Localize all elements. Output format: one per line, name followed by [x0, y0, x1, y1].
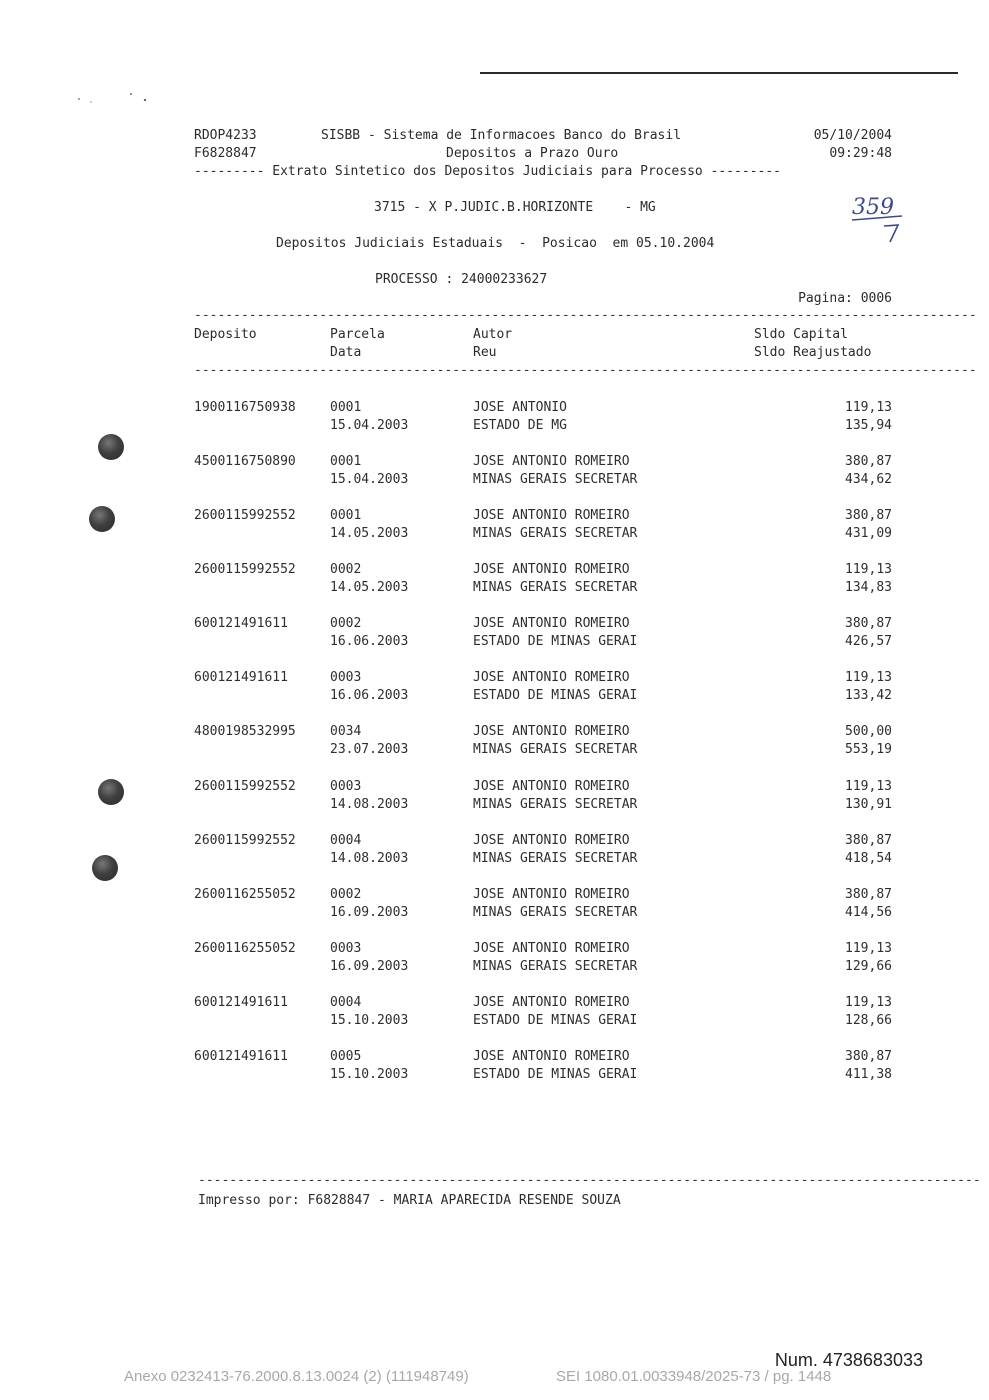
punch-hole [98, 434, 124, 460]
date: 14.08.2003 [330, 851, 409, 866]
capital-balance: 119,13 [845, 670, 892, 685]
defendant: MINAS GERAIS SECRETAR [473, 851, 638, 866]
defendant: MINAS GERAIS SECRETAR [473, 959, 638, 974]
page-number: Pagina: 0006 [798, 291, 892, 306]
author: JOSE ANTONIO ROMEIRO [473, 616, 630, 631]
parcel: 0003 [330, 779, 362, 794]
adjusted-balance: 129,66 [845, 959, 892, 974]
handwritten-number: 359 [852, 195, 894, 220]
court-line: 3715 - X P.JUDIC.B.HORIZONTE - MG [374, 200, 656, 215]
scan-specks [75, 90, 155, 110]
parcel: 0001 [330, 400, 362, 415]
defendant: ESTADO DE MINAS GERAI [473, 1067, 638, 1082]
col-sldo-capital: Sldo Capital [754, 327, 848, 342]
capital-balance: 119,13 [845, 995, 892, 1010]
capital-balance: 380,87 [845, 454, 892, 469]
document-number: Num. 4738683033 [774, 1350, 923, 1370]
parcel: 0003 [330, 941, 362, 956]
defendant: ESTADO DE MINAS GERAI [473, 1013, 638, 1028]
adjusted-balance: 434,62 [845, 472, 892, 487]
date: 16.09.2003 [330, 905, 409, 920]
system-title: SISBB - Sistema de Informacoes Banco do Brasil [321, 128, 682, 143]
date: 14.05.2003 [330, 526, 409, 541]
handwritten-page-note [848, 190, 908, 250]
date: 15.04.2003 [330, 472, 409, 487]
date: 16.09.2003 [330, 959, 409, 974]
parcel: 0004 [330, 833, 362, 848]
adjusted-balance: 133,42 [845, 688, 892, 703]
adjusted-balance: 130,91 [845, 797, 892, 812]
date: 23.07.2003 [330, 742, 409, 757]
capital-balance: 119,13 [845, 400, 892, 415]
author: JOSE ANTONIO ROMEIRO [473, 1049, 630, 1064]
author: JOSE ANTONIO ROMEIRO [473, 887, 630, 902]
col-reu: Reu [473, 345, 497, 360]
defendant: ESTADO DE MG [473, 418, 567, 433]
author: JOSE ANTONIO ROMEIRO [473, 779, 630, 794]
capital-balance: 119,13 [845, 562, 892, 577]
punch-hole [89, 506, 115, 532]
parcel: 0001 [330, 454, 362, 469]
extract-title: --------- Extrato Sintetico dos Depositos Judiciais para Processo --------- [194, 164, 781, 179]
defendant: MINAS GERAIS SECRETAR [473, 580, 638, 595]
defendant: ESTADO DE MINAS GERAI [473, 688, 638, 703]
capital-balance: 119,13 [845, 941, 892, 956]
parcel: 0002 [330, 887, 362, 902]
col-deposito: Deposito [194, 327, 257, 342]
report-time: 09:29:48 [829, 146, 892, 161]
deposit-id: 600121491611 [194, 1049, 288, 1064]
deposit-id: 4800198532995 [194, 724, 296, 739]
defendant: MINAS GERAIS SECRETAR [473, 472, 638, 487]
deposit-id: 2600115992552 [194, 833, 296, 848]
adjusted-balance: 414,56 [845, 905, 892, 920]
printed-by: Impresso por: F6828847 - MARIA APARECIDA RESENDE SOUZA [198, 1193, 621, 1208]
scan-top-rule [480, 72, 958, 74]
deposit-id: 4500116750890 [194, 454, 296, 469]
adjusted-balance: 135,94 [845, 418, 892, 433]
position-line: Depositos Judiciais Estaduais - Posicao em 05.10.2004 [276, 236, 715, 251]
author: JOSE ANTONIO ROMEIRO [473, 562, 630, 577]
report-date: 05/10/2004 [813, 128, 892, 143]
sei-reference: SEI 1080.01.0033948/2025-73 / pg. 1448 [556, 1368, 832, 1385]
deposit-id: 2600116255052 [194, 887, 296, 902]
author: JOSE ANTONIO [473, 400, 567, 415]
parcel: 0002 [330, 562, 362, 577]
deposit-id: 600121491611 [194, 670, 288, 685]
divider-footer: ---------------------------------------------------------------------------------------------------- [198, 1173, 981, 1188]
date: 16.06.2003 [330, 634, 409, 649]
report-code: RDOP4233 [194, 128, 257, 143]
punch-hole [98, 779, 124, 805]
parcel: 0004 [330, 995, 362, 1010]
date: 16.06.2003 [330, 688, 409, 703]
deposit-id: 1900116750938 [194, 400, 296, 415]
capital-balance: 380,87 [845, 887, 892, 902]
date: 14.08.2003 [330, 797, 409, 812]
deposit-id: 2600115992552 [194, 779, 296, 794]
deposit-id: 600121491611 [194, 995, 288, 1010]
date: 15.10.2003 [330, 1067, 409, 1082]
defendant: MINAS GERAIS SECRETAR [473, 742, 638, 757]
date: 15.04.2003 [330, 418, 409, 433]
author: JOSE ANTONIO ROMEIRO [473, 724, 630, 739]
parcel: 0001 [330, 508, 362, 523]
punch-hole [92, 855, 118, 881]
author: JOSE ANTONIO ROMEIRO [473, 454, 630, 469]
adjusted-balance: 128,66 [845, 1013, 892, 1028]
date: 14.05.2003 [330, 580, 409, 595]
capital-balance: 380,87 [845, 833, 892, 848]
annex-reference: Anexo 0232413-76.2000.8.13.0024 (2) (111948749) [124, 1368, 469, 1385]
date: 15.10.2003 [330, 1013, 409, 1028]
capital-balance: 119,13 [845, 779, 892, 794]
defendant: MINAS GERAIS SECRETAR [473, 905, 638, 920]
deposit-id: 2600115992552 [194, 508, 296, 523]
author: JOSE ANTONIO ROMEIRO [473, 941, 630, 956]
defendant: MINAS GERAIS SECRETAR [473, 797, 638, 812]
adjusted-balance: 418,54 [845, 851, 892, 866]
adjusted-balance: 411,38 [845, 1067, 892, 1082]
deposit-id: 2600115992552 [194, 562, 296, 577]
parcel: 0002 [330, 616, 362, 631]
col-autor: Autor [473, 327, 513, 342]
col-data: Data [330, 345, 362, 360]
adjusted-balance: 134,83 [845, 580, 892, 595]
author: JOSE ANTONIO ROMEIRO [473, 995, 630, 1010]
divider-top: ---------------------------------------------------------------------------------------------------- [194, 308, 977, 323]
deposit-id: 600121491611 [194, 616, 288, 631]
user-code: F6828847 [194, 146, 257, 161]
divider-header: ---------------------------------------------------------------------------------------------------- [194, 363, 977, 378]
report-subtitle: Depositos a Prazo Ouro [446, 146, 619, 161]
deposit-id: 2600116255052 [194, 941, 296, 956]
author: JOSE ANTONIO ROMEIRO [473, 508, 630, 523]
defendant: ESTADO DE MINAS GERAI [473, 634, 638, 649]
col-sldo-reajustado: Sldo Reajustado [754, 345, 872, 360]
parcel: 0003 [330, 670, 362, 685]
capital-balance: 380,87 [845, 508, 892, 523]
adjusted-balance: 431,09 [845, 526, 892, 541]
parcel: 0005 [330, 1049, 362, 1064]
capital-balance: 500,00 [845, 724, 892, 739]
col-parcela: Parcela [330, 327, 385, 342]
capital-balance: 380,87 [845, 1049, 892, 1064]
adjusted-balance: 553,19 [845, 742, 892, 757]
author: JOSE ANTONIO ROMEIRO [473, 833, 630, 848]
author: JOSE ANTONIO ROMEIRO [473, 670, 630, 685]
process-number: PROCESSO : 24000233627 [375, 272, 548, 287]
capital-balance: 380,87 [845, 616, 892, 631]
adjusted-balance: 426,57 [845, 634, 892, 649]
parcel: 0034 [330, 724, 362, 739]
defendant: MINAS GERAIS SECRETAR [473, 526, 638, 541]
